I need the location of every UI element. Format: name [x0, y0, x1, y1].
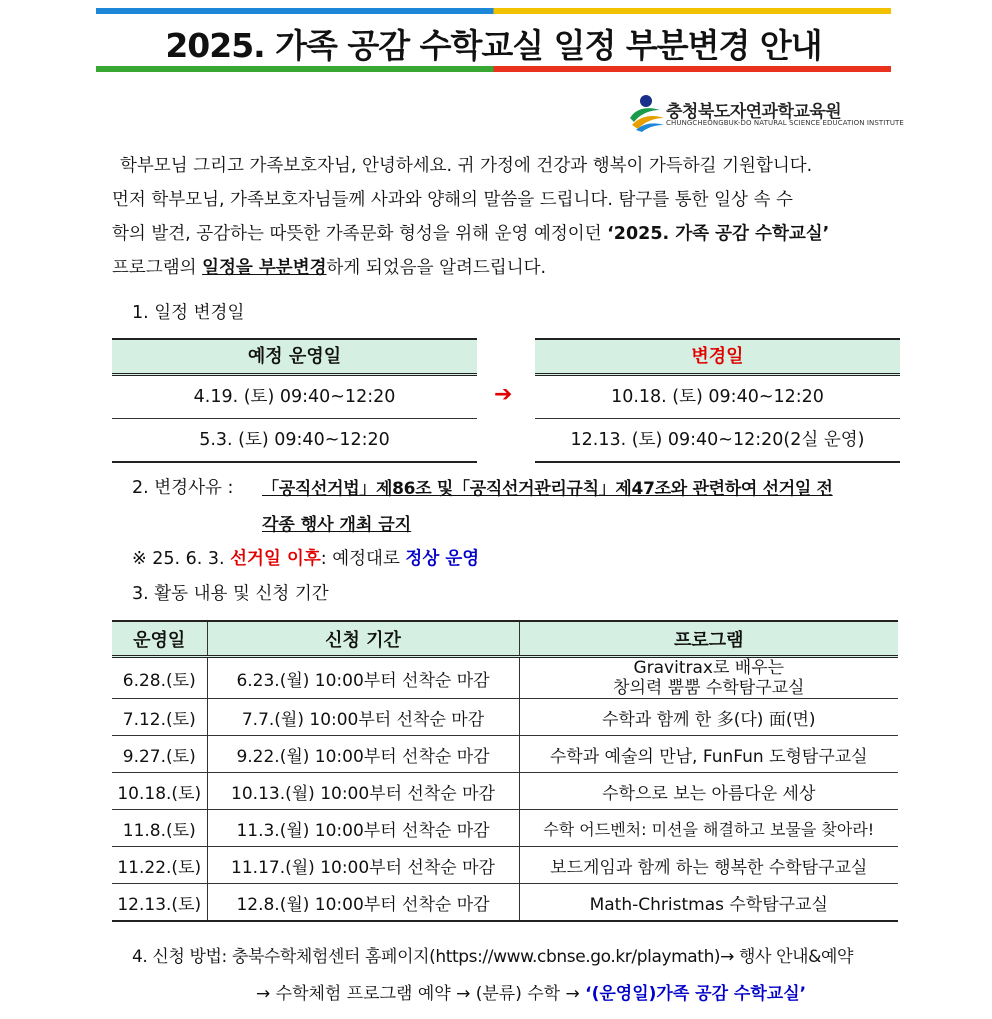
section-3-heading: 3. 활동 내용 및 신청 기간: [132, 584, 329, 604]
activity-table: [112, 620, 898, 922]
row-date: 11.8.(토): [112, 810, 207, 847]
row-date: 10.18.(토): [112, 773, 207, 810]
row-program-line-1: Gravitrax로 배우는: [633, 658, 785, 678]
row-program: 수학과 예술의 만남, FunFun 도형탐구교실: [519, 736, 898, 773]
row-date: 9.27.(토): [112, 736, 207, 773]
title-bottom-bar: [96, 66, 891, 72]
row-program: Math-Christmas 수학탐구교실: [519, 884, 898, 922]
intro-line-4: [112, 251, 888, 285]
header-period: 신청 기간: [207, 621, 519, 657]
note-middle: : 예정대로: [320, 549, 406, 569]
header-program: 프로그램: [519, 621, 898, 657]
row-program: 수학으로 보는 아름다운 세상: [519, 773, 898, 810]
row-period: 11.17.(월) 10:00부터 선착순 마감: [207, 847, 519, 884]
table-row: [112, 773, 898, 810]
row-program: 보드게임과 함께 하는 행복한 수학탐구교실: [519, 847, 898, 884]
changed-header: 변경일: [535, 338, 900, 376]
change-reason-line-2: 각종 행사 개최 금지: [262, 515, 412, 535]
note-after-election: 선거일 이후: [230, 549, 321, 569]
row-program-line-2: 창의력 뿜뿜 수학탐구교실: [613, 678, 805, 698]
intro-line-3: [112, 217, 888, 251]
title-banner: [96, 8, 891, 72]
row-period: 7.7.(월) 10:00부터 선착순 마감: [207, 699, 519, 736]
activity-table-header: [112, 621, 898, 657]
intro-line-4-post: 하게 되었음을 알려드립니다.: [326, 258, 547, 278]
table-row: [112, 657, 898, 699]
changed-schedule-table: [535, 338, 900, 463]
election-note: [132, 545, 479, 570]
row-period: 6.23.(월) 10:00부터 선착순 마감: [207, 657, 519, 699]
table-row: [112, 810, 898, 847]
header-date: 운영일: [112, 621, 207, 657]
note-normal-operation: 정상 운영: [405, 549, 480, 569]
planned-row: 5.3. (토) 09:40~12:20: [112, 419, 477, 463]
table-row: [112, 699, 898, 736]
page-title: 2025. 가족 공감 수학교실 일정 부분변경 안내: [165, 26, 822, 65]
intro-line-3-text: 학의 발견, 공감하는 따뜻한 가족문화 형성을 위해 운영 예정이던: [112, 224, 608, 244]
planned-row: 4.19. (토) 09:40~12:20: [112, 376, 477, 419]
planned-schedule-table: [112, 338, 477, 463]
row-program: [519, 657, 898, 699]
institute-name-en: CHUNGCHEONGBUK-DO NATURAL SCIENCE EDUCATION INSTITUTE: [666, 119, 904, 127]
table-row: [112, 884, 898, 922]
institute-emblem-icon: [626, 92, 666, 132]
intro-line-1: 학부모님 그리고 가족보호자님, 안녕하세요. 귀 가정에 건강과 행복이 가득하길 기원합니다.: [120, 156, 813, 176]
row-period: 12.8.(월) 10:00부터 선착순 마감: [207, 884, 519, 922]
row-date: 12.13.(토): [112, 884, 207, 922]
section-4-line-1: 4. 신청 방법: 충북수학체험센터 홈페이지(https://www.cbnse.go.kr/playmath)→ 행사 안내&예약: [132, 947, 854, 967]
intro-paragraph: [112, 149, 888, 285]
right-arrow-icon: ➔: [494, 382, 513, 407]
institute-name-kr: 충청북도자연과학교육원: [666, 102, 842, 122]
changed-row: 12.13. (토) 09:40~12:20(2실 운영): [535, 419, 900, 463]
table-row: [112, 847, 898, 884]
section-4-line-2: [256, 979, 806, 1004]
schedule-change-emphasis: 일정을 부분변경: [202, 258, 327, 278]
program-link-name: ‘(운영일)가족 공감 수학교실’: [585, 984, 807, 1004]
program-name-bold: ‘2025. 가족 공감 수학교실’: [607, 224, 830, 244]
section-4-path: → 수학체험 프로그램 예약 → (분류) 수학 →: [256, 984, 586, 1004]
intro-line-4-pre: 프로그램의: [112, 258, 203, 278]
section-1-heading: 1. 일정 변경일: [132, 303, 245, 323]
title-top-bar: [96, 8, 891, 14]
row-program: 수학과 함께 한 多(다) 面(면): [519, 699, 898, 736]
row-program: 수학 어드벤처: 미션을 해결하고 보물을 찾아라!: [519, 810, 898, 847]
row-period: 9.22.(월) 10:00부터 선착순 마감: [207, 736, 519, 773]
row-period: 11.3.(월) 10:00부터 선착순 마감: [207, 810, 519, 847]
row-date: 11.22.(토): [112, 847, 207, 884]
table-row: [112, 736, 898, 773]
change-reason-line-1: 「공직선거법」제86조 및「공직선거관리규칙」제47조와 관련하여 선거일 전: [262, 479, 833, 499]
row-date: 7.12.(토): [112, 699, 207, 736]
planned-header: 예정 운영일: [112, 338, 477, 376]
section-2-label: 2. 변경사유 :: [132, 478, 234, 498]
institute-logo: [626, 92, 904, 132]
row-period: 10.13.(월) 10:00부터 선착순 마감: [207, 773, 519, 810]
row-date: 6.28.(토): [112, 657, 207, 699]
note-prefix: ※ 25. 6. 3.: [132, 549, 231, 569]
intro-line-2: 먼저 학부모님, 가족보호자님들께 사과와 양해의 말씀을 드립니다. 탐구를 통한 일상 속 수: [112, 190, 793, 210]
changed-row: 10.18. (토) 09:40~12:20: [535, 376, 900, 419]
